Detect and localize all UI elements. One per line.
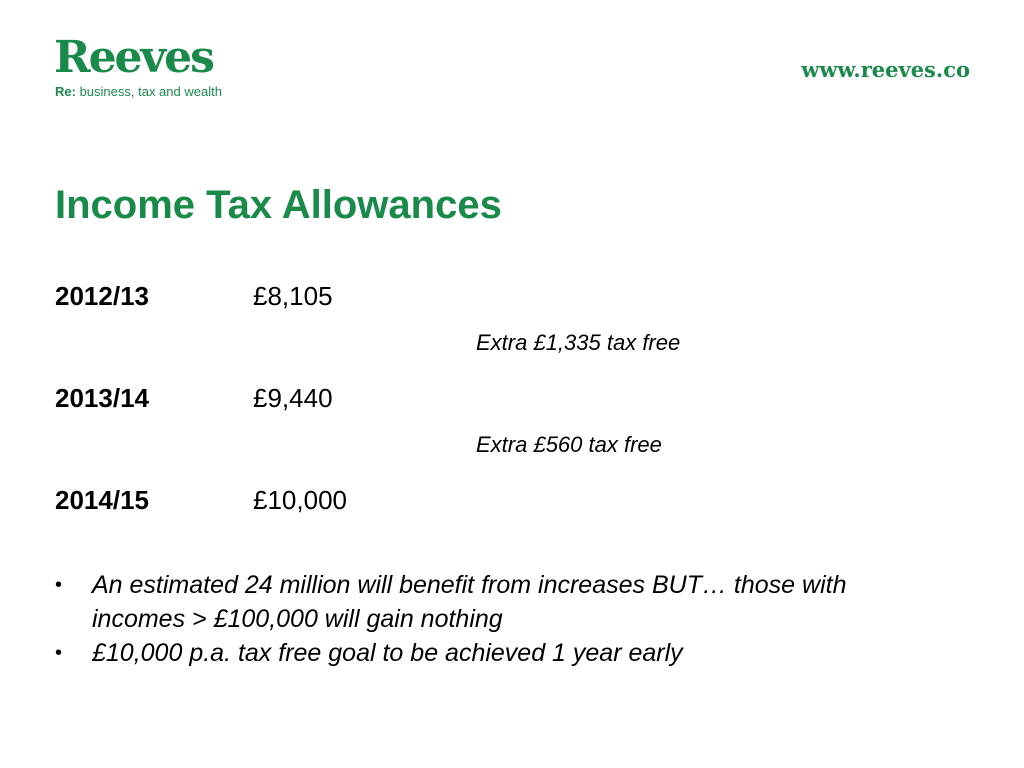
increase-note: Extra £1,335 tax free	[476, 330, 681, 355]
tagline-prefix: Re:	[55, 84, 76, 99]
website-url: www.reeves.co	[801, 57, 970, 82]
bullet-item	[55, 636, 915, 670]
allowance-amount: £10,000	[253, 485, 347, 515]
bullet-item	[55, 568, 915, 636]
bullet-marker: •	[55, 574, 63, 596]
allowance-amount: £8,105	[253, 281, 333, 311]
year-label: 2013/14	[55, 383, 149, 413]
year-label: 2014/15	[55, 485, 149, 515]
page-title: Income Tax Allowances	[55, 183, 502, 227]
bullet-text: £10,000 p.a. tax free goal to be achieved 1 year early	[92, 639, 683, 667]
allowance-amount: £9,440	[253, 383, 333, 413]
bullet-marker: •	[55, 642, 63, 664]
year-label: 2012/13	[55, 281, 149, 311]
bullet-text: An estimated 24 million will benefit from increases BUT… those with incomes > £100,000 will gain nothing	[92, 571, 847, 633]
tagline-text: business, tax and wealth	[75, 84, 222, 99]
bullet-list	[55, 568, 915, 670]
increase-note: Extra £560 tax free	[476, 432, 662, 457]
logo-wordmark: Reeves	[54, 32, 213, 83]
logo-tagline	[55, 84, 222, 100]
